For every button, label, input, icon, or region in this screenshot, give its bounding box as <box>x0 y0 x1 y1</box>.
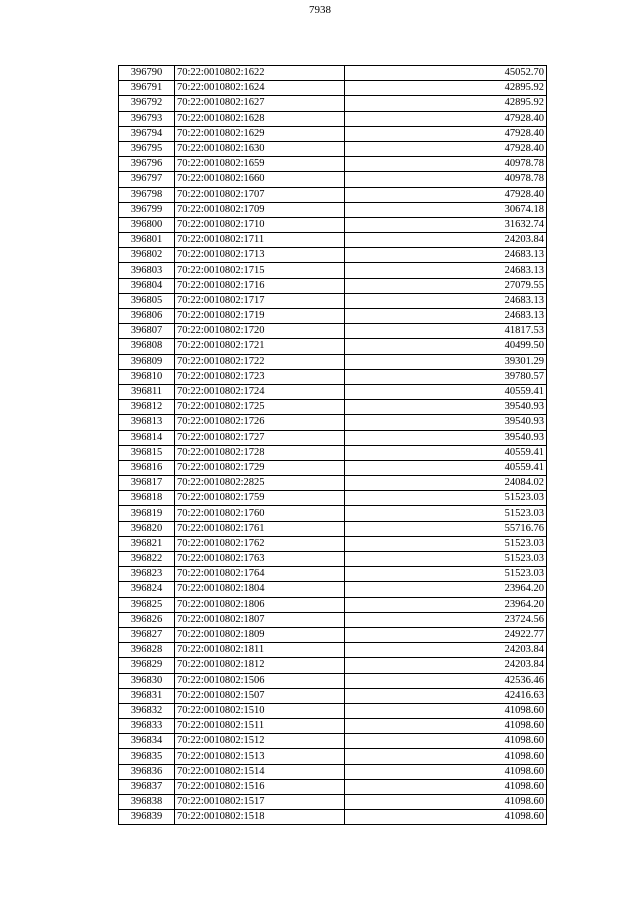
row-number-cell: 396823 <box>119 567 175 582</box>
row-number-cell: 396814 <box>119 430 175 445</box>
page-number: 7938 <box>309 4 331 16</box>
value-cell: 30674.18 <box>345 202 547 217</box>
row-number-cell: 396792 <box>119 96 175 111</box>
value-cell: 31632.74 <box>345 217 547 232</box>
table-row <box>119 111 547 126</box>
value-cell: 40978.78 <box>345 157 547 172</box>
row-number-cell: 396799 <box>119 202 175 217</box>
table-row <box>119 810 547 825</box>
table-row <box>119 369 547 384</box>
row-number-cell: 396795 <box>119 141 175 156</box>
row-number-cell: 396812 <box>119 400 175 415</box>
value-cell: 51523.03 <box>345 506 547 521</box>
cadastral-number-cell: 70:22:0010802:1807 <box>175 612 345 627</box>
cadastral-number-cell: 70:22:0010802:1760 <box>175 506 345 521</box>
cadastral-number-cell: 70:22:0010802:1709 <box>175 202 345 217</box>
table-row <box>119 141 547 156</box>
value-cell: 40499.50 <box>345 339 547 354</box>
row-number-cell: 396838 <box>119 795 175 810</box>
row-number-cell: 396805 <box>119 293 175 308</box>
row-number-cell: 396829 <box>119 658 175 673</box>
cadastral-number-cell: 70:22:0010802:1660 <box>175 172 345 187</box>
row-number-cell: 396804 <box>119 278 175 293</box>
value-cell: 23724.56 <box>345 612 547 627</box>
cadastral-number-cell: 70:22:0010802:1629 <box>175 126 345 141</box>
table-row <box>119 552 547 567</box>
cadastral-number-cell: 70:22:0010802:1512 <box>175 734 345 749</box>
row-number-cell: 396836 <box>119 764 175 779</box>
cadastral-number-cell: 70:22:0010802:1759 <box>175 491 345 506</box>
row-number-cell: 396808 <box>119 339 175 354</box>
cadastral-number-cell: 70:22:0010802:1622 <box>175 66 345 81</box>
table-row <box>119 248 547 263</box>
cadastral-number-cell: 70:22:0010802:1627 <box>175 96 345 111</box>
row-number-cell: 396793 <box>119 111 175 126</box>
row-number-cell: 396810 <box>119 369 175 384</box>
row-number-cell: 396828 <box>119 643 175 658</box>
row-number-cell: 396803 <box>119 263 175 278</box>
row-number-cell: 396801 <box>119 233 175 248</box>
cadastral-number-cell: 70:22:0010802:1729 <box>175 460 345 475</box>
row-number-cell: 396831 <box>119 688 175 703</box>
row-number-cell: 396833 <box>119 719 175 734</box>
table-row <box>119 126 547 141</box>
value-cell: 39540.93 <box>345 400 547 415</box>
table-row <box>119 400 547 415</box>
cadastral-number-cell: 70:22:0010802:1728 <box>175 445 345 460</box>
table-row <box>119 172 547 187</box>
row-number-cell: 396830 <box>119 673 175 688</box>
cadastral-number-cell: 70:22:0010802:1514 <box>175 764 345 779</box>
value-cell: 45052.70 <box>345 66 547 81</box>
cadastral-number-cell: 70:22:0010802:1710 <box>175 217 345 232</box>
cadastral-number-cell: 70:22:0010802:1726 <box>175 415 345 430</box>
table-row <box>119 734 547 749</box>
table-row <box>119 476 547 491</box>
value-cell: 40559.41 <box>345 460 547 475</box>
table-row <box>119 536 547 551</box>
value-cell: 55716.76 <box>345 521 547 536</box>
table-row <box>119 233 547 248</box>
cadastral-number-cell: 70:22:0010802:2825 <box>175 476 345 491</box>
value-cell: 41098.60 <box>345 795 547 810</box>
cadastral-number-cell: 70:22:0010802:1516 <box>175 779 345 794</box>
table-row <box>119 460 547 475</box>
value-cell: 24683.13 <box>345 263 547 278</box>
cadastral-number-cell: 70:22:0010802:1511 <box>175 719 345 734</box>
cadastral-number-cell: 70:22:0010802:1507 <box>175 688 345 703</box>
row-number-cell: 396791 <box>119 81 175 96</box>
table-row <box>119 749 547 764</box>
table-row <box>119 597 547 612</box>
cadastral-number-cell: 70:22:0010802:1720 <box>175 324 345 339</box>
table-row <box>119 157 547 172</box>
cadastral-number-cell: 70:22:0010802:1806 <box>175 597 345 612</box>
table-row <box>119 764 547 779</box>
cadastral-number-cell: 70:22:0010802:1506 <box>175 673 345 688</box>
row-number-cell: 396820 <box>119 521 175 536</box>
value-cell: 39780.57 <box>345 369 547 384</box>
row-number-cell: 396824 <box>119 582 175 597</box>
cadastral-number-cell: 70:22:0010802:1717 <box>175 293 345 308</box>
cadastral-number-cell: 70:22:0010802:1628 <box>175 111 345 126</box>
cadastral-number-cell: 70:22:0010802:1707 <box>175 187 345 202</box>
row-number-cell: 396811 <box>119 384 175 399</box>
row-number-cell: 396800 <box>119 217 175 232</box>
row-number-cell: 396813 <box>119 415 175 430</box>
cadastral-number-cell: 70:22:0010802:1811 <box>175 643 345 658</box>
cadastral-number-cell: 70:22:0010802:1761 <box>175 521 345 536</box>
table-row <box>119 354 547 369</box>
row-number-cell: 396796 <box>119 157 175 172</box>
row-number-cell: 396832 <box>119 703 175 718</box>
cadastral-number-cell: 70:22:0010802:1723 <box>175 369 345 384</box>
table-row <box>119 673 547 688</box>
table-row <box>119 506 547 521</box>
row-number-cell: 396802 <box>119 248 175 263</box>
cadastral-number-cell: 70:22:0010802:1510 <box>175 703 345 718</box>
value-cell: 41098.60 <box>345 734 547 749</box>
table-row <box>119 779 547 794</box>
value-cell: 42416.63 <box>345 688 547 703</box>
cadastral-number-cell: 70:22:0010802:1724 <box>175 384 345 399</box>
row-number-cell: 396790 <box>119 66 175 81</box>
row-number-cell: 396806 <box>119 309 175 324</box>
value-cell: 39540.93 <box>345 430 547 445</box>
table-row <box>119 430 547 445</box>
row-number-cell: 396797 <box>119 172 175 187</box>
cadastral-number-cell: 70:22:0010802:1716 <box>175 278 345 293</box>
value-cell: 24683.13 <box>345 309 547 324</box>
table-row <box>119 582 547 597</box>
cadastral-number-cell: 70:22:0010802:1727 <box>175 430 345 445</box>
cadastral-number-cell: 70:22:0010802:1804 <box>175 582 345 597</box>
row-number-cell: 396822 <box>119 552 175 567</box>
row-number-cell: 396807 <box>119 324 175 339</box>
cadastral-number-cell: 70:22:0010802:1630 <box>175 141 345 156</box>
table-row <box>119 339 547 354</box>
table-row <box>119 66 547 81</box>
value-cell: 24203.84 <box>345 233 547 248</box>
table-row <box>119 309 547 324</box>
table-row <box>119 567 547 582</box>
cadastral-number-cell: 70:22:0010802:1763 <box>175 552 345 567</box>
table-row <box>119 795 547 810</box>
cadastral-number-cell: 70:22:0010802:1721 <box>175 339 345 354</box>
row-number-cell: 396816 <box>119 460 175 475</box>
row-number-cell: 396835 <box>119 749 175 764</box>
table-row <box>119 719 547 734</box>
row-number-cell: 396818 <box>119 491 175 506</box>
row-number-cell: 396819 <box>119 506 175 521</box>
value-cell: 51523.03 <box>345 567 547 582</box>
value-cell: 24683.13 <box>345 293 547 308</box>
value-cell: 42536.46 <box>345 673 547 688</box>
cadastral-number-cell: 70:22:0010802:1518 <box>175 810 345 825</box>
value-cell: 51523.03 <box>345 536 547 551</box>
value-cell: 24922.77 <box>345 627 547 642</box>
value-cell: 23964.20 <box>345 597 547 612</box>
data-table <box>118 65 547 825</box>
value-cell: 24203.84 <box>345 658 547 673</box>
table-row <box>119 703 547 718</box>
value-cell: 41098.60 <box>345 779 547 794</box>
value-cell: 51523.03 <box>345 491 547 506</box>
cadastral-number-cell: 70:22:0010802:1517 <box>175 795 345 810</box>
value-cell: 47928.40 <box>345 187 547 202</box>
table-row <box>119 627 547 642</box>
row-number-cell: 396798 <box>119 187 175 202</box>
value-cell: 23964.20 <box>345 582 547 597</box>
cadastral-number-cell: 70:22:0010802:1715 <box>175 263 345 278</box>
cadastral-number-cell: 70:22:0010802:1711 <box>175 233 345 248</box>
row-number-cell: 396821 <box>119 536 175 551</box>
row-number-cell: 396839 <box>119 810 175 825</box>
table-body <box>119 66 547 825</box>
table-row <box>119 658 547 673</box>
table-row <box>119 445 547 460</box>
table-row <box>119 81 547 96</box>
value-cell: 41098.60 <box>345 703 547 718</box>
cadastral-number-cell: 70:22:0010802:1809 <box>175 627 345 642</box>
table-row <box>119 688 547 703</box>
value-cell: 39540.93 <box>345 415 547 430</box>
row-number-cell: 396826 <box>119 612 175 627</box>
table-row <box>119 96 547 111</box>
table-row <box>119 278 547 293</box>
value-cell: 41098.60 <box>345 749 547 764</box>
table-row <box>119 612 547 627</box>
value-cell: 24683.13 <box>345 248 547 263</box>
value-cell: 41098.60 <box>345 719 547 734</box>
cadastral-number-cell: 70:22:0010802:1762 <box>175 536 345 551</box>
cadastral-number-cell: 70:22:0010802:1513 <box>175 749 345 764</box>
table-row <box>119 491 547 506</box>
cadastral-number-cell: 70:22:0010802:1719 <box>175 309 345 324</box>
cadastral-number-cell: 70:22:0010802:1659 <box>175 157 345 172</box>
table-row <box>119 324 547 339</box>
value-cell: 41098.60 <box>345 764 547 779</box>
table-row <box>119 202 547 217</box>
value-cell: 27079.55 <box>345 278 547 293</box>
cadastral-number-cell: 70:22:0010802:1624 <box>175 81 345 96</box>
table-row <box>119 415 547 430</box>
table-row <box>119 187 547 202</box>
value-cell: 40559.41 <box>345 445 547 460</box>
table-row <box>119 384 547 399</box>
value-cell: 24084.02 <box>345 476 547 491</box>
row-number-cell: 396825 <box>119 597 175 612</box>
value-cell: 24203.84 <box>345 643 547 658</box>
row-number-cell: 396837 <box>119 779 175 794</box>
table-row <box>119 217 547 232</box>
table-row <box>119 521 547 536</box>
value-cell: 51523.03 <box>345 552 547 567</box>
cadastral-number-cell: 70:22:0010802:1725 <box>175 400 345 415</box>
value-cell: 40978.78 <box>345 172 547 187</box>
table-row <box>119 293 547 308</box>
table-row <box>119 263 547 278</box>
row-number-cell: 396827 <box>119 627 175 642</box>
row-number-cell: 396834 <box>119 734 175 749</box>
value-cell: 40559.41 <box>345 384 547 399</box>
row-number-cell: 396809 <box>119 354 175 369</box>
cadastral-number-cell: 70:22:0010802:1812 <box>175 658 345 673</box>
row-number-cell: 396817 <box>119 476 175 491</box>
cadastral-number-cell: 70:22:0010802:1764 <box>175 567 345 582</box>
value-cell: 41098.60 <box>345 810 547 825</box>
table-row <box>119 643 547 658</box>
value-cell: 41817.53 <box>345 324 547 339</box>
value-cell: 47928.40 <box>345 126 547 141</box>
value-cell: 42895.92 <box>345 96 547 111</box>
cadastral-number-cell: 70:22:0010802:1722 <box>175 354 345 369</box>
value-cell: 42895.92 <box>345 81 547 96</box>
row-number-cell: 396815 <box>119 445 175 460</box>
value-cell: 47928.40 <box>345 141 547 156</box>
value-cell: 39301.29 <box>345 354 547 369</box>
row-number-cell: 396794 <box>119 126 175 141</box>
cadastral-number-cell: 70:22:0010802:1713 <box>175 248 345 263</box>
value-cell: 47928.40 <box>345 111 547 126</box>
